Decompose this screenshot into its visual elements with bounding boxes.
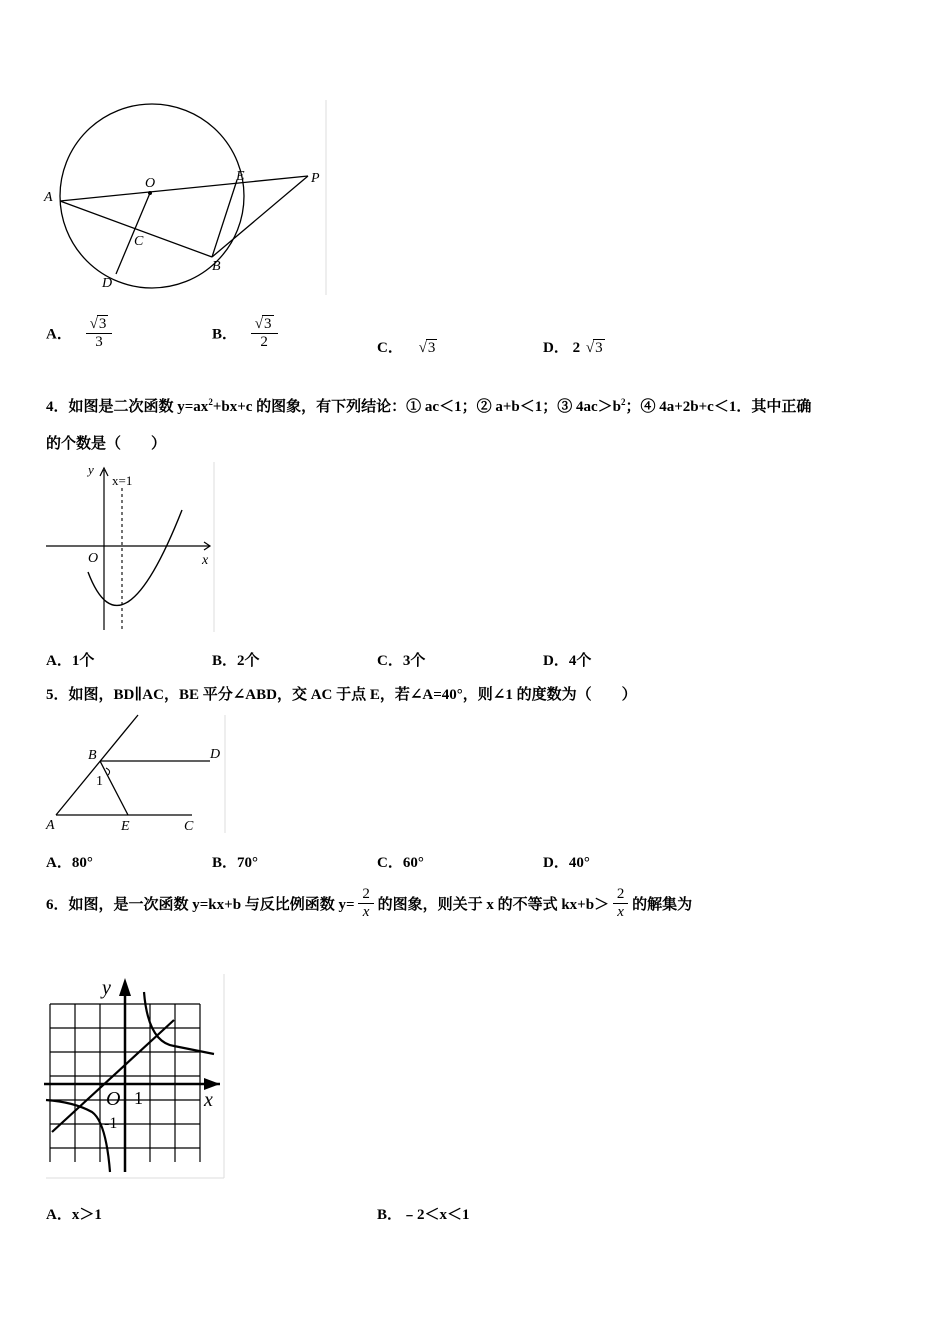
q3-circle-figure <box>40 100 330 300</box>
q6-option-a[interactable]: A．x＞1 <box>46 1207 102 1223</box>
label-1: 1 <box>134 1088 143 1108</box>
line-a-p <box>60 176 308 201</box>
q4-option-d[interactable]: D．4个 <box>543 653 592 669</box>
line-o-d <box>116 193 150 274</box>
line-a-b-extended <box>56 715 138 815</box>
q5-option-a[interactable]: A．80° <box>46 855 93 871</box>
label-p: P <box>311 171 320 186</box>
fraction: $\frac{√3}{2}$ <box>251 315 278 351</box>
label-b: B <box>212 259 221 274</box>
label-o: O <box>106 1088 121 1110</box>
label-neg-1: -1 <box>104 1115 118 1132</box>
label-c: C <box>184 819 194 834</box>
q4-option-a[interactable]: A．1个 <box>46 653 95 669</box>
label-o: O <box>88 551 99 566</box>
line-b-p <box>212 176 308 257</box>
q4-stem: 4．如图是二次函数 $y=ax^2+bx+c$ 的图象，有下列结论：① ac＜1；② a+b＜1；③ $4ac>b^2$；④ 4a+2b+c＜1．其中正确 <box>46 397 812 415</box>
label-1: 1 <box>96 774 103 789</box>
q4-option-c[interactable]: C．3个 <box>377 653 426 669</box>
line-e-b <box>212 180 237 257</box>
fraction: $\frac{√3}{3}$ <box>86 315 113 351</box>
label-y: y <box>102 977 111 999</box>
label-e: E <box>236 169 245 184</box>
label-a: A <box>46 818 55 833</box>
label-d: D <box>210 747 221 762</box>
fraction-2-over-x: $\frac{2}{x}$ <box>358 886 374 921</box>
fraction-2-over-x: $\frac{2}{x}$ <box>613 886 629 921</box>
q4-parabola-figure <box>42 462 217 634</box>
parabola-curve <box>88 510 182 605</box>
hyperbola-branch-1 <box>144 992 214 1054</box>
line-b-e <box>100 761 128 815</box>
q3-option-b[interactable]: B． $\frac{√3}{2}$ <box>212 315 278 351</box>
label-b: B <box>88 748 97 763</box>
q5-option-b[interactable]: B．70° <box>212 855 259 871</box>
q3-option-c[interactable]: C． √3 <box>377 340 436 356</box>
q4-option-b[interactable]: B．2个 <box>212 653 260 669</box>
label-x: x <box>204 1089 213 1111</box>
q5-option-d[interactable]: D．40° <box>543 855 590 871</box>
label-y: y <box>88 462 94 477</box>
q4-stem-line2: 的个数是（ ） <box>46 436 167 452</box>
label-e: E <box>121 819 130 834</box>
q3-option-d[interactable]: D． 2 √3 <box>543 340 603 356</box>
label-o: O <box>145 176 156 191</box>
q3-option-a[interactable]: A． $\frac{√3}{3}$ <box>46 315 112 351</box>
q6-option-b[interactable]: B．﹣2＜x＜1 <box>377 1207 470 1223</box>
label-d: D <box>102 276 113 291</box>
q5-stem: 5．如图，BD∥AC，BE 平分∠ABD，交 AC 于点 E，若∠A=40°，则∠1 的度数为（ ） <box>46 687 637 703</box>
q6-grid-graph-figure <box>44 972 228 1182</box>
label-x: x <box>202 553 209 568</box>
label-c: C <box>134 234 144 249</box>
label-x-eq-1: x=1 <box>112 473 133 488</box>
q5-option-c[interactable]: C．60° <box>377 855 424 871</box>
q6-stem: 6．如图，是一次函数 y=kx+b 与反比例函数 y= $\frac{2}{x}$ 的图象，则关于 x 的不等式 kx+b＞ $\frac{2}{x}$ 的解集为 <box>46 886 693 920</box>
q5-parallel-lines-figure <box>42 713 228 837</box>
label-a: A <box>44 190 53 205</box>
